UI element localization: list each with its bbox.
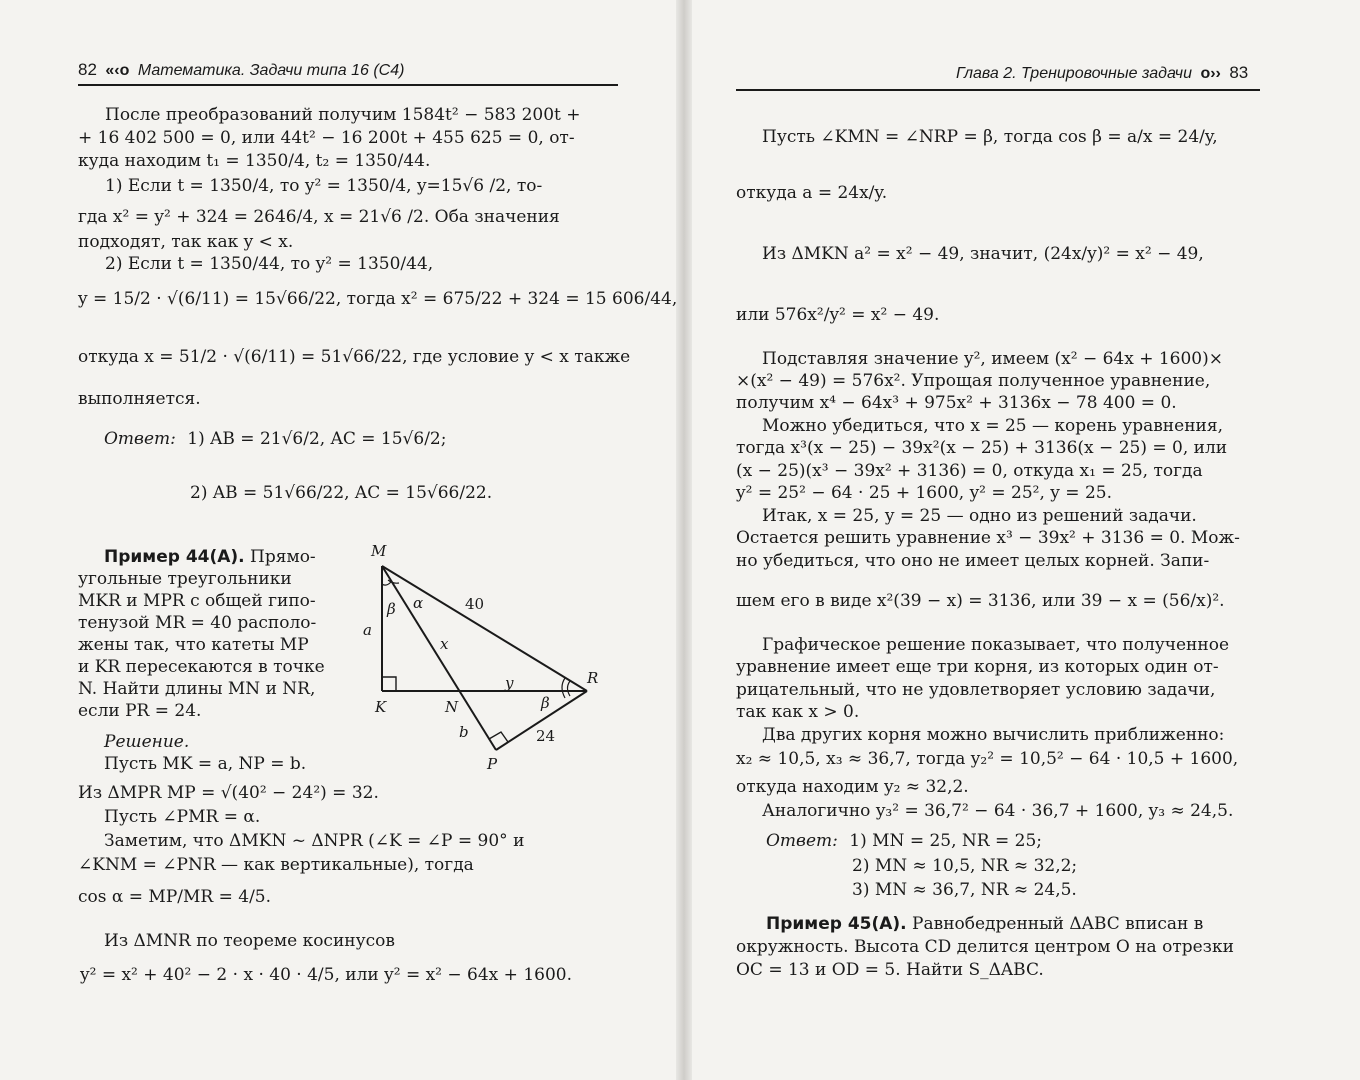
left-answer-label: Ответ: bbox=[104, 429, 176, 449]
p6-line-2: x₂ ≈ 10,5, x₃ ≈ 36,7, тогда y₂² = 10,5² − 64 · 10,5 + 1600, bbox=[736, 749, 1239, 769]
left-page-number: 82 bbox=[78, 60, 97, 79]
p1-line-3: куда находим t₁ = 1350/4, t₂ = 1350/44. bbox=[78, 151, 431, 171]
label-beta-M: β bbox=[387, 600, 396, 618]
segment-MP bbox=[382, 566, 496, 750]
example-45-text-1: Равнобедренный ΔABC вписан в bbox=[912, 914, 1204, 934]
p2-line-3: получим x⁴ − 64x³ + 975x² + 3136x − 78 400 = 0. bbox=[736, 393, 1177, 413]
label-a: a bbox=[363, 621, 372, 639]
right-page bbox=[692, 0, 1360, 1080]
left-page bbox=[0, 0, 676, 1080]
right-answer-1: 1) MN = 25, NR = 25; bbox=[849, 831, 1042, 851]
p6-line-1: Два других корня можно вычислить приближенно: bbox=[762, 725, 1225, 745]
solution-line-3: Пусть ∠PMR = α. bbox=[104, 807, 261, 827]
p5-line-4: так как x > 0. bbox=[736, 702, 860, 722]
p6-line-3: откуда находим y₂ ≈ 32,2. bbox=[736, 777, 969, 797]
p1-line-1: После преобразований получим 1584t² − 583 200t + bbox=[105, 105, 581, 125]
p2-line-1: Подставляя значение y², имеем (x² − 64x + 1600)× bbox=[762, 349, 1224, 369]
left-header-title: Математика. Задачи типа 16 (С4) bbox=[137, 62, 405, 79]
p3-line-3: (x − 25)(x³ − 39x² + 3136) = 0, откуда x₁ = 25, тогда bbox=[736, 461, 1203, 481]
p4-line-3: но убедиться, что оно не имеет целых корней. Запи- bbox=[736, 551, 1210, 571]
right-angle-P bbox=[489, 732, 508, 742]
example-44-text-5: жены так, что катеты MP bbox=[78, 635, 309, 655]
label-24: 24 bbox=[536, 727, 556, 745]
solution-line-5: ∠KNM = ∠PNR — как вертикальные), тогда bbox=[78, 855, 474, 875]
case1-line-1: 1) Если t = 1350/4, то y² = 1350/4, y=15√6 /2, то- bbox=[105, 176, 543, 196]
example-44-text-6: и KR пересекаются в точке bbox=[78, 657, 325, 677]
label-P: P bbox=[487, 755, 498, 773]
right-answer-label: Ответ: bbox=[766, 831, 838, 851]
segment-MR bbox=[382, 566, 587, 691]
p2-line-2: ×(x² − 49) = 576x². Упрощая полученное уравнение, bbox=[736, 371, 1211, 391]
example-44-title: Пример 44(А). bbox=[104, 547, 245, 567]
solution-line-7: Из ΔMNR по теореме косинусов bbox=[104, 931, 395, 951]
left-answer-1: 1) AB = 21√6/2, AC = 15√6/2; bbox=[187, 429, 447, 449]
label-x: x bbox=[440, 635, 449, 653]
label-b: b bbox=[459, 723, 469, 741]
case2-end: выполняется. bbox=[78, 389, 201, 409]
example-44-text-4: тенузой MR = 40 располо- bbox=[78, 613, 317, 633]
label-N: N bbox=[445, 698, 459, 716]
p3-line-2: тогда x³(x − 25) − 39x²(x − 25) + 3136(x − 25) = 0, или bbox=[736, 438, 1228, 458]
left-answer-2: 2) AB = 51√66/22, AC = 15√66/22. bbox=[190, 483, 493, 503]
example-44-text-8: если PR = 24. bbox=[78, 701, 202, 721]
case2-intro: 2) Если t = 1350/44, то y² = 1350/44, bbox=[105, 254, 434, 274]
solution-line-4: Заметим, что ΔMKN ~ ΔNPR (∠K = ∠P = 90° и bbox=[104, 831, 525, 851]
example-44-text-1: Прямо- bbox=[250, 547, 316, 567]
p5-line-2: уравнение имеет еще три корня, из которых один от- bbox=[736, 657, 1219, 677]
arc-beta-R-2 bbox=[568, 681, 571, 696]
right-answer-2: 2) MN ≈ 10,5, NR ≈ 32,2; bbox=[852, 856, 1078, 876]
right-angle-K bbox=[382, 677, 396, 691]
solution-line-8: y² = x² + 40² − 2 · x · 40 · 4/5, или y² = x² − 64x + 1600. bbox=[80, 965, 572, 985]
right-header-rule bbox=[736, 89, 1260, 91]
right-header-marker: o›› bbox=[1200, 65, 1221, 82]
case2-y-formula: y = 15/2 · √(6/11) = 15√66/22, тогда x² = 675/22 + 324 = 15 606/44, bbox=[78, 289, 678, 309]
right-answer-3: 3) MN ≈ 36,7, NR ≈ 24,5. bbox=[852, 880, 1077, 900]
triangle-diagram bbox=[365, 536, 625, 776]
p3-line-1: Можно убедиться, что x = 25 — корень уравнения, bbox=[762, 416, 1223, 436]
label-K: K bbox=[375, 698, 387, 716]
example-44-text-2: угольные треугольники bbox=[78, 569, 292, 589]
example-45-text-2: окружность. Высота CD делится центром O на отрезки bbox=[736, 937, 1234, 957]
case1-line-2: гда x² = y² + 324 = 2646/4, x = 21√6 /2. Оба значения bbox=[78, 207, 560, 227]
arc-beta-M bbox=[382, 582, 391, 585]
p1-line-2: + 16 402 500 = 0, или 44t² − 16 200t + 455 625 = 0, от- bbox=[78, 128, 575, 148]
label-R: R bbox=[587, 669, 599, 687]
solution-line-6: cos α = MP/MR = 4/5. bbox=[78, 887, 272, 907]
case2-x-formula: откуда x = 51/2 · √(6/11) = 51√66/22, где условие y < x также bbox=[78, 347, 631, 367]
right-page-number: 83 bbox=[1229, 63, 1249, 82]
left-header-rule bbox=[78, 84, 618, 86]
p5-line-1: Графическое решение показывает, что полученное bbox=[762, 635, 1230, 655]
right-running-header bbox=[956, 63, 1248, 83]
p4-line-1: Итак, x = 25, y = 25 — одно из решений задачи. bbox=[762, 506, 1197, 526]
left-header-marker: «‹o bbox=[105, 62, 130, 79]
label-beta-R: β bbox=[541, 694, 550, 712]
p4-line-2: Остается решить уравнение x³ − 39x² + 3136 = 0. Мож- bbox=[736, 528, 1240, 548]
p6-line-4: Аналогично y₃² = 36,7² − 64 · 36,7 + 1600, y₃ ≈ 24,5. bbox=[762, 801, 1234, 821]
right-line-3: Из ΔMKN a² = x² − 49, значит, (24x/y)² = x² − 49, bbox=[762, 244, 1204, 264]
case1-line-3: подходят, так как y < x. bbox=[78, 232, 294, 252]
right-line-2: откуда a = 24x/y. bbox=[736, 183, 888, 203]
p5-line-3: рицательный, что не удовлетворяет условию задачи, bbox=[736, 680, 1216, 700]
right-line-4: или 576x²/y² = x² − 49. bbox=[736, 305, 940, 325]
arc-beta-R bbox=[562, 678, 565, 698]
solution-label: Решение. bbox=[104, 732, 190, 752]
example-44-text-7: N. Найти длины MN и NR, bbox=[78, 679, 316, 699]
p4-line-4: шем его в виде x²(39 − x) = 3136, или 39 − x = (56/x)². bbox=[736, 591, 1225, 611]
example-44-text-3: MKR и MPR с общей гипо- bbox=[78, 591, 316, 611]
label-40: 40 bbox=[465, 595, 485, 613]
label-y: y bbox=[505, 674, 514, 692]
left-running-header bbox=[78, 60, 404, 80]
right-header-title: Глава 2. Тренировочные задачи bbox=[956, 65, 1192, 82]
right-line-1: Пусть ∠KMN = ∠NRP = β, тогда cos β = a/x = 24/y, bbox=[762, 127, 1218, 147]
label-alpha: α bbox=[413, 594, 424, 612]
example-45-title: Пример 45(А). bbox=[766, 914, 907, 934]
solution-line-2: Из ΔMPR MP = √(40² − 24²) = 32. bbox=[78, 783, 379, 803]
example-45-text-3: OC = 13 и OD = 5. Найти S_ΔABC. bbox=[736, 960, 1044, 980]
label-M: M bbox=[371, 542, 387, 560]
p3-line-4: y² = 25² − 64 · 25 + 1600, y² = 25², y = 25. bbox=[736, 483, 1112, 503]
solution-line-1: Пусть MK = a, NP = b. bbox=[104, 754, 307, 774]
book-gutter bbox=[676, 0, 692, 1080]
